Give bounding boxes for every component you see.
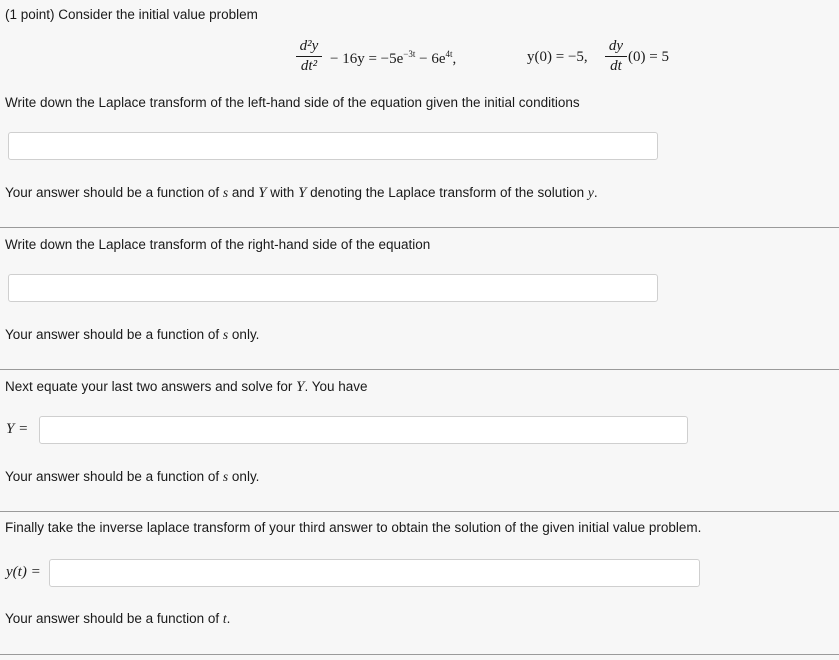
hint-var-s: s bbox=[222, 327, 229, 342]
problem-header bbox=[5, 7, 258, 22]
hint-text: with bbox=[266, 185, 299, 200]
initial-condition-1: y(0) = −5, bbox=[527, 49, 588, 65]
Y-solution-input[interactable] bbox=[39, 416, 688, 444]
q4-hint bbox=[5, 611, 230, 627]
hint-text: only. bbox=[228, 469, 260, 484]
y-solution-input[interactable] bbox=[49, 559, 700, 587]
hint-text: Your answer should be a function of bbox=[5, 611, 223, 626]
fraction-denominator: dt bbox=[610, 58, 622, 74]
intro-text: Consider the initial value problem bbox=[58, 7, 258, 22]
hint-text: . bbox=[226, 611, 231, 626]
initial-condition-2: (0) = 5 bbox=[628, 49, 669, 65]
section-divider bbox=[0, 511, 839, 512]
q2-hint bbox=[5, 327, 259, 343]
hint-text: denoting the Laplace transform of the solution bbox=[306, 185, 588, 200]
exponent-1: −3t bbox=[403, 49, 416, 59]
fraction-denominator: dt² bbox=[300, 58, 318, 74]
hint-text: Your answer should be a function of bbox=[5, 327, 223, 342]
hint-text: Your answer should be a function of bbox=[5, 185, 223, 200]
equation-body bbox=[330, 49, 456, 68]
fraction-numerator: dy bbox=[608, 38, 624, 54]
equation-mid: − 6e bbox=[415, 51, 446, 67]
hint-var-y: y bbox=[587, 185, 594, 200]
hint-text: Your answer should be a function of bbox=[5, 469, 223, 484]
hint-var-t: t bbox=[222, 611, 227, 626]
equation-comma: , bbox=[452, 51, 457, 67]
q1-hint bbox=[5, 185, 598, 202]
fraction-bar bbox=[605, 56, 627, 57]
equation-lhs: − 16y = −5e bbox=[330, 51, 404, 67]
q3-hint bbox=[5, 469, 259, 485]
prompt-var-Y: Y bbox=[296, 379, 305, 395]
hint-var-s: s bbox=[222, 185, 229, 200]
prompt-text: Next equate your last two answers and solve for bbox=[5, 379, 297, 394]
points-label: (1 point) bbox=[5, 7, 55, 22]
hint-var-s: s bbox=[222, 469, 229, 484]
section-divider bbox=[0, 654, 839, 655]
q2-prompt: Write down the Laplace transform of the right-hand side of the equation bbox=[5, 237, 431, 252]
section-divider bbox=[0, 227, 839, 228]
section-divider bbox=[0, 369, 839, 370]
hint-text: . bbox=[593, 185, 598, 200]
hint-var-Y: Y bbox=[298, 185, 307, 201]
q1-prompt: Write down the Laplace transform of the left-hand side of the equation given the initial conditions bbox=[5, 95, 580, 110]
fraction-numerator: d²y bbox=[299, 38, 319, 54]
exponent-2: 4t bbox=[445, 49, 453, 59]
q4-prompt: Finally take the inverse laplace transform of your third answer to obtain the solution of the given initial value problem. bbox=[5, 520, 702, 535]
first-derivative-fraction bbox=[605, 38, 627, 75]
y-of-t-label: y(t) = bbox=[6, 564, 41, 580]
Y-equals-label: Y = bbox=[6, 421, 29, 437]
hint-var-Y: Y bbox=[258, 185, 267, 201]
prompt-text: . You have bbox=[304, 379, 368, 394]
fraction-bar bbox=[296, 56, 322, 57]
lhs-laplace-input[interactable] bbox=[8, 132, 658, 160]
q3-prompt bbox=[5, 379, 368, 396]
rhs-laplace-input[interactable] bbox=[8, 274, 658, 302]
second-derivative-fraction bbox=[296, 38, 322, 75]
hint-text: and bbox=[228, 185, 259, 200]
hint-text: only. bbox=[228, 327, 260, 342]
